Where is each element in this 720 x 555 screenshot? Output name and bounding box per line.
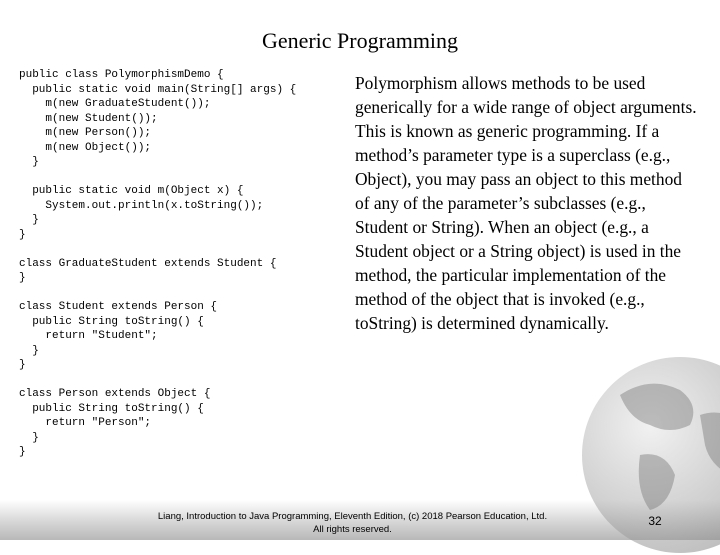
- footer-credit: [140, 510, 565, 536]
- code-line: m(new Person());: [19, 127, 152, 139]
- code-line: [19, 242, 296, 257]
- code-line: m(new GraduateStudent());: [19, 98, 211, 110]
- code-line: class Student extends Person {: [19, 301, 218, 313]
- code-line: }: [19, 214, 39, 226]
- page-number: 32: [648, 514, 662, 528]
- code-line: [19, 373, 296, 388]
- code-line: class GraduateStudent extends Student {: [19, 257, 277, 270]
- code-line: public static void main(String[] args) {: [19, 83, 297, 96]
- description-paragraph: Polymorphism allows methods to be used generically for a wide range of object arguments. This is known as generic programming. If a method’s parameter type is a superclass (e.g., Object), you may pass an object to this method of any of the parameter’s subclasses (e.g., Student or String). When an object (e.g., a Student object or a String object) is used in the method, the particular implementation of the method of the object that is invoked (e.g., toString) is determined dynamically.: [355, 73, 697, 333]
- code-line: }: [19, 156, 39, 168]
- code-line: }: [19, 446, 26, 458]
- code-line: [19, 286, 296, 301]
- code-line: }: [19, 272, 26, 284]
- code-line: return "Student";: [19, 330, 158, 342]
- code-line: }: [19, 359, 26, 371]
- code-line: }: [19, 344, 39, 357]
- code-line: public static void m(Object x) {: [19, 185, 244, 197]
- slide-title: Generic Programming: [261, 28, 459, 53]
- code-block: [19, 68, 296, 460]
- code-line: return "Person";: [19, 417, 152, 429]
- code-line: class Person extends Object {: [19, 388, 211, 400]
- code-line: public String toString() {: [19, 402, 204, 415]
- code-line: }: [19, 228, 26, 241]
- footer-line-1: Liang, Introduction to Java Programming, Eleventh Edition, (c) 2018 Pearson Education, Ltd.: [157, 511, 548, 522]
- footer-line-2: All rights reserved.: [313, 524, 392, 535]
- code-line: m(new Object());: [19, 141, 152, 154]
- code-line: System.out.println(x.toString());: [19, 199, 264, 212]
- code-line: [19, 170, 296, 185]
- code-line: public class PolymorphismDemo {: [19, 69, 224, 81]
- code-line: }: [19, 431, 39, 444]
- code-line: m(new Student());: [19, 112, 158, 125]
- code-line: public String toString() {: [19, 315, 204, 328]
